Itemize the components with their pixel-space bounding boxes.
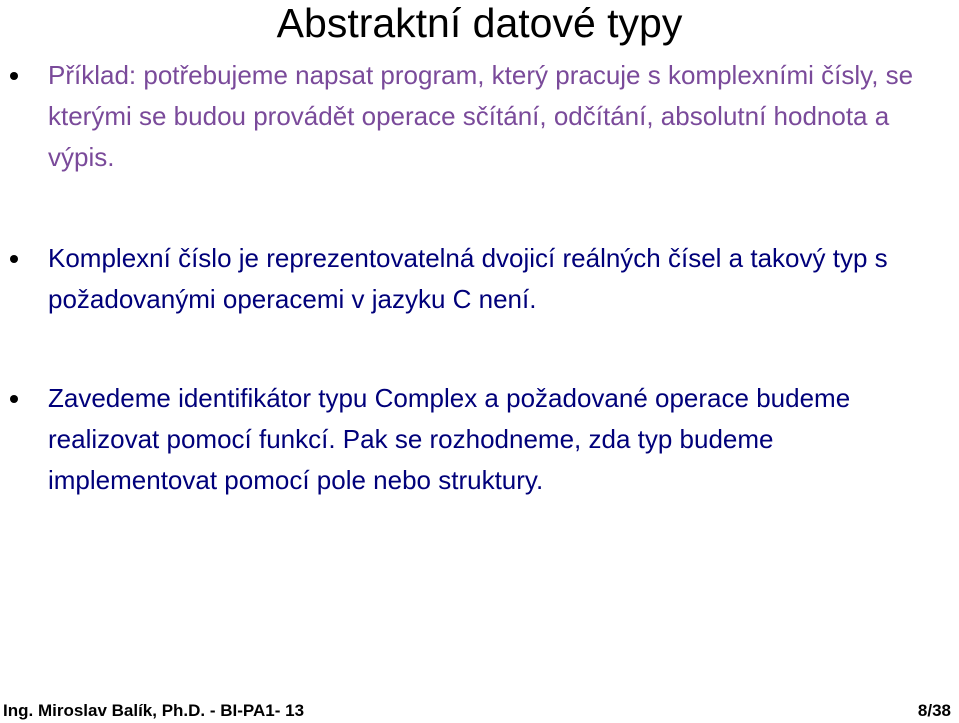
bullet-dot-icon (10, 72, 18, 80)
slide-title: Abstraktní datové typy (276, 0, 683, 46)
bullet-dot-icon (10, 255, 18, 263)
bullet-text: Zavedeme identifikátor typu Complex a požadované operace budeme realizovat pomocí funkcí. Pak se rozhodneme, zda typ budeme implementovat pomocí pole nebo struktury. (48, 383, 851, 495)
footer-page-number: 8/38 (917, 701, 951, 720)
bullet-text: Komplexní číslo je reprezentovatelná dvojicí reálných čísel a takový typ s požadovanými operacemi v jazyku C není. (48, 243, 888, 314)
footer-author: Ing. Miroslav Balík, Ph.D. - BI-PA1- 13 (3, 701, 305, 720)
slide-footer (0, 698, 959, 723)
bullet-text: Příklad: potřebujeme napsat program, který pracuje s komplexními čísly, se kterými se budou provádět operace sčítání, odčítání, absolutní hodnota a výpis. (48, 60, 914, 172)
bullet-dot-icon (10, 395, 18, 403)
